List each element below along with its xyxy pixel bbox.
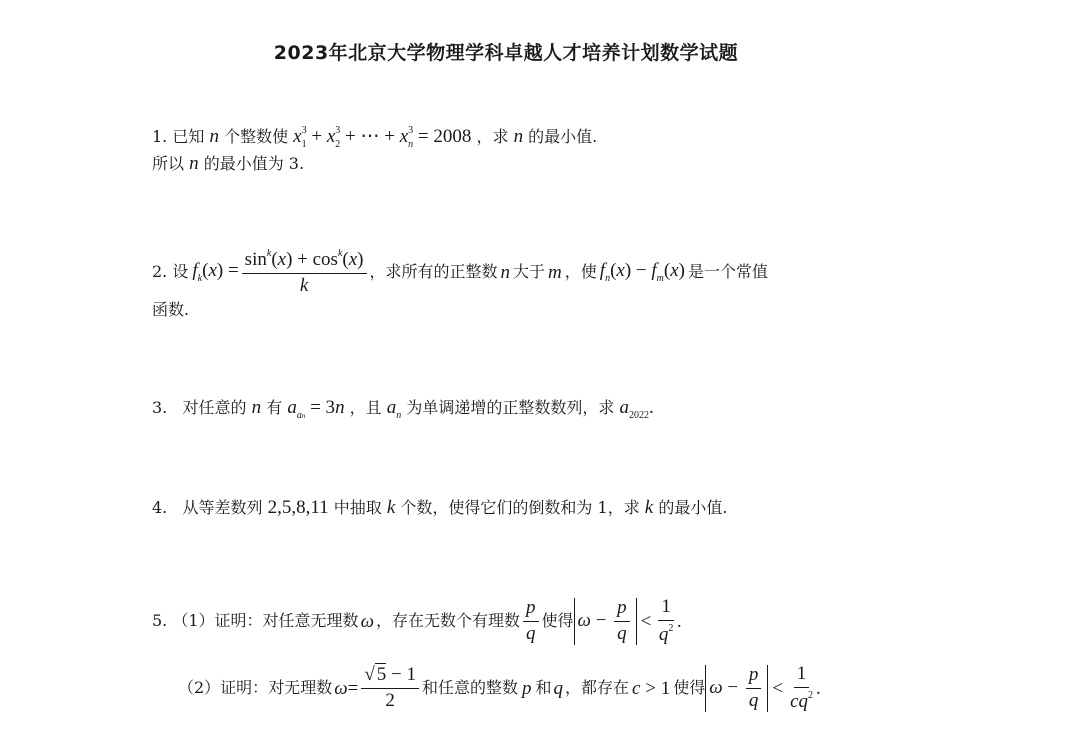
problem-4 <box>152 498 727 517</box>
answer-lead: 所以 <box>152 154 185 173</box>
problem-4-var-k-2: k <box>644 497 654 518</box>
problem-5-part2-text1: 对无理数 <box>268 678 333 698</box>
problem-4-var-k: k <box>386 497 396 518</box>
problem-2-text2: 大于 <box>513 262 546 282</box>
problem-5-part1-label: （1）证明： <box>172 611 263 631</box>
problem-5-part2-text3: 和 <box>535 678 552 698</box>
problem-1-var-n-2: n <box>513 126 524 147</box>
problem-3-text2: ，且 <box>349 398 382 417</box>
problem-4-text2: 个数，使得它们的倒数和为 1，求 <box>400 498 640 517</box>
problem-3 <box>152 398 654 421</box>
problem-1-text3: 的最小值. <box>528 127 598 146</box>
problem-3-text3: 为单调递增的正整数数列，求 <box>406 398 615 417</box>
problem-5-omega: ω <box>360 610 374 632</box>
problem-5-pq: $\frac{p}{q}$ <box>523 598 539 645</box>
problem-5-abs-1: ω − $\frac{p}{q}$ <box>574 598 637 645</box>
problem-2-lead: 设 <box>172 262 189 282</box>
problem-5-part2-text2: 和任意的整数 <box>422 678 519 698</box>
problem-2-difference: $f_n(x) - f_m(x)$ <box>599 259 685 284</box>
problem-5-part-1: 5. （1）证明： 对任意无理数 ω ，存在无数个有理数 $\frac{p}{q}$ 使得 ω − $\frac{p}{q}$ < $\frac{1}{q^2}$ . <box>152 596 682 645</box>
problem-1-text2: ，求 <box>476 127 509 146</box>
problem-1-text1: 个整数使 <box>224 127 289 146</box>
problem-1-var-n: n <box>209 126 219 147</box>
problem-5-part2-label: （2）证明： <box>178 678 269 698</box>
problem-2 <box>152 248 768 297</box>
problem-1-equation: $x_1^3 + x_2^3$ + ⋯ + $x_n^3 = 2008$ <box>293 125 472 150</box>
problem-5-golden-ratio: $\frac{√ 5 - 1}{2}$ <box>361 665 419 712</box>
answer-text: 的最小值为 3. <box>203 154 305 173</box>
problem-3-an: $a_n$ <box>386 397 402 421</box>
problem-3-text1: 有 <box>266 398 283 417</box>
problem-1-lead: 已知 <box>172 127 205 146</box>
problem-2-fraction: $\frac{\sin^k(x) + \cos^k(x)}{k}$ <box>242 248 367 297</box>
problem-2-var-n: n <box>500 261 511 283</box>
problem-2-fk: $f_k(x)$ = <box>192 259 239 284</box>
problem-2-text4: 是一个常值 <box>687 262 768 282</box>
problem-4-seq: 2,5,8,11 <box>267 497 329 518</box>
answer-var-n: n <box>189 153 199 174</box>
problem-2-text3: ，使 <box>564 262 597 282</box>
problem-4-text3: 的最小值. <box>658 498 728 517</box>
problem-5-part2-text5: 使得 <box>673 678 706 698</box>
problem-1-number: 1. <box>152 127 168 146</box>
problem-2-denominator: k <box>299 274 309 296</box>
problem-4-text1: 中抽取 <box>333 498 382 517</box>
problem-3-equation: $a_{an} = 3n$ <box>287 397 345 421</box>
problem-5-part1-text3: 使得 <box>541 611 574 631</box>
page-title: 2023年北京大学物理学科卓越人才培养计划数学试题 <box>273 42 739 64</box>
problem-1-answer <box>152 154 304 173</box>
problem-2-number: 2. <box>152 262 168 282</box>
problem-5-part1-text2: ，存在无数个有理数 <box>375 611 520 631</box>
problem-1-eq-value: 2008 <box>433 126 472 147</box>
problem-3-target: $a_{2022}$. <box>619 397 654 421</box>
problem-3-var-n: n <box>251 397 262 418</box>
problem-5-bound-1: $\frac{1}{q^2}$ <box>658 596 674 645</box>
problem-2-cont: 函数. <box>152 300 190 319</box>
problem-2-text1: ，求所有的正整数 <box>369 262 498 282</box>
problem-5-part2-text4: ，都存在 <box>565 678 630 698</box>
problem-3-lead: 对任意的 <box>182 398 247 417</box>
problem-5-bound-2: $\frac{1}{cq^2}$ <box>790 663 814 712</box>
problem-4-lead: 从等差数列 <box>182 498 263 517</box>
problem-5-part1-text1: 对任意无理数 <box>262 611 359 631</box>
problem-5-abs-2: ω − $\frac{p}{q}$ <box>705 665 768 712</box>
problem-4-number: 4. <box>152 498 168 517</box>
problem-1 <box>152 126 597 150</box>
problem-3-sub-index: 2022 <box>628 410 649 421</box>
problem-5-number: 5. <box>152 611 168 631</box>
problem-3-number: 3. <box>152 398 168 417</box>
problem-5-part-2: （2）证明： 对无理数 ω= $\frac{√ 5 - 1}{2}$ 和任意的整数 p 和 q ，都存在 c > 1 使得 ω − $\frac{p}{q}$ < $\frac{1}{cq^2}$ . <box>178 663 821 712</box>
problem-2-var-m: m <box>548 261 562 283</box>
